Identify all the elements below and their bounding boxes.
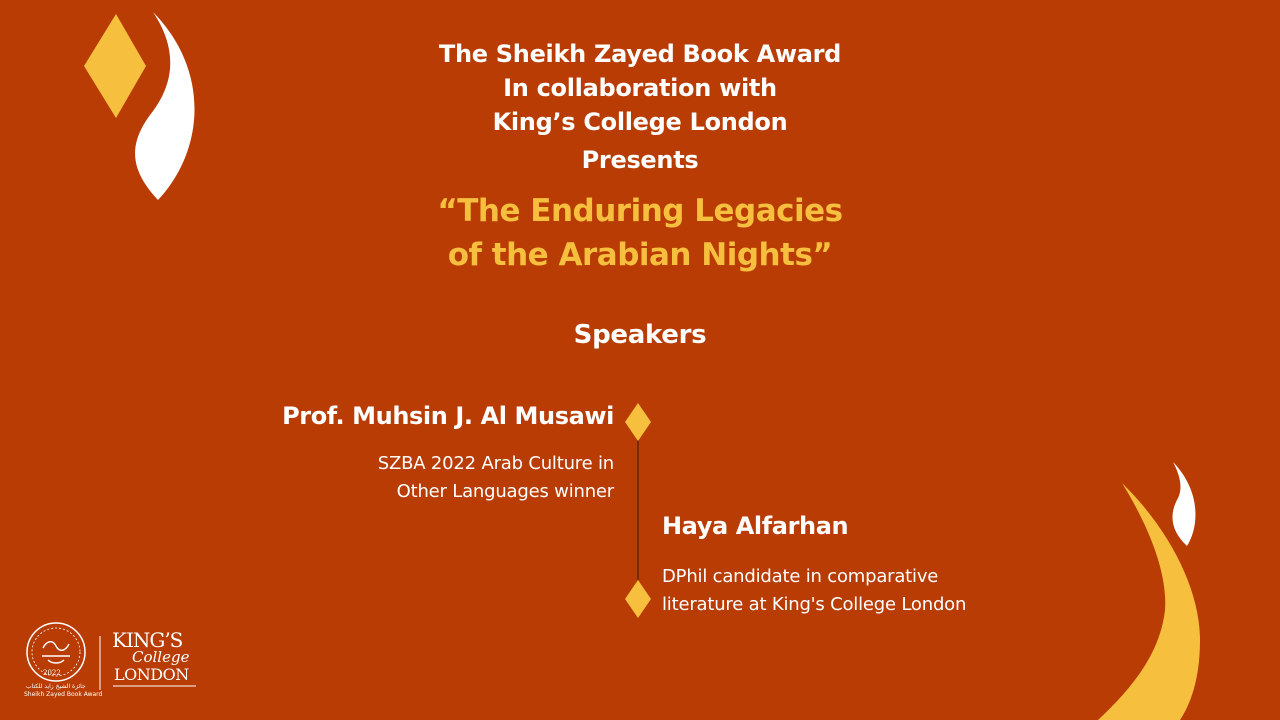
- kcl-logo-line-1: KING’S: [112, 628, 183, 652]
- kcl-logo-line-3: LONDON: [114, 665, 189, 684]
- szba-logo-arabic-name: جائزة الشيخ زايد للكتاب: [26, 683, 86, 690]
- presents-line: Presents: [581, 146, 699, 174]
- organizer-line: The Sheikh Zayed Book Award: [438, 40, 842, 68]
- speaker-2-desc-line-2: literature at King's College London: [662, 594, 967, 615]
- kcl-logo-line-2: College: [132, 648, 190, 666]
- event-title-line-1: “The Enduring Legacies: [437, 193, 843, 229]
- speaker-2-name: Haya Alfarhan: [662, 512, 849, 540]
- speaker-1-name: Prof. Muhsin J. Al Musawi: [282, 402, 614, 430]
- speakers-heading: Speakers: [573, 320, 707, 350]
- speaker-2-desc-line-1: DPhil candidate in comparative: [662, 566, 939, 587]
- speaker-1-desc-line-1: SZBA 2022 Arab Culture in: [377, 453, 614, 474]
- speaker-1-desc-line-2: Other Languages winner: [396, 481, 614, 502]
- szba-logo-english-name: Sheikh Zayed Book Award: [24, 691, 103, 698]
- event-title-line-2: of the Arabian Nights”: [447, 237, 833, 273]
- collaboration-line: In collaboration with: [503, 74, 777, 102]
- szba-logo-year: 2022: [43, 669, 61, 677]
- partner-line: King’s College London: [492, 108, 788, 136]
